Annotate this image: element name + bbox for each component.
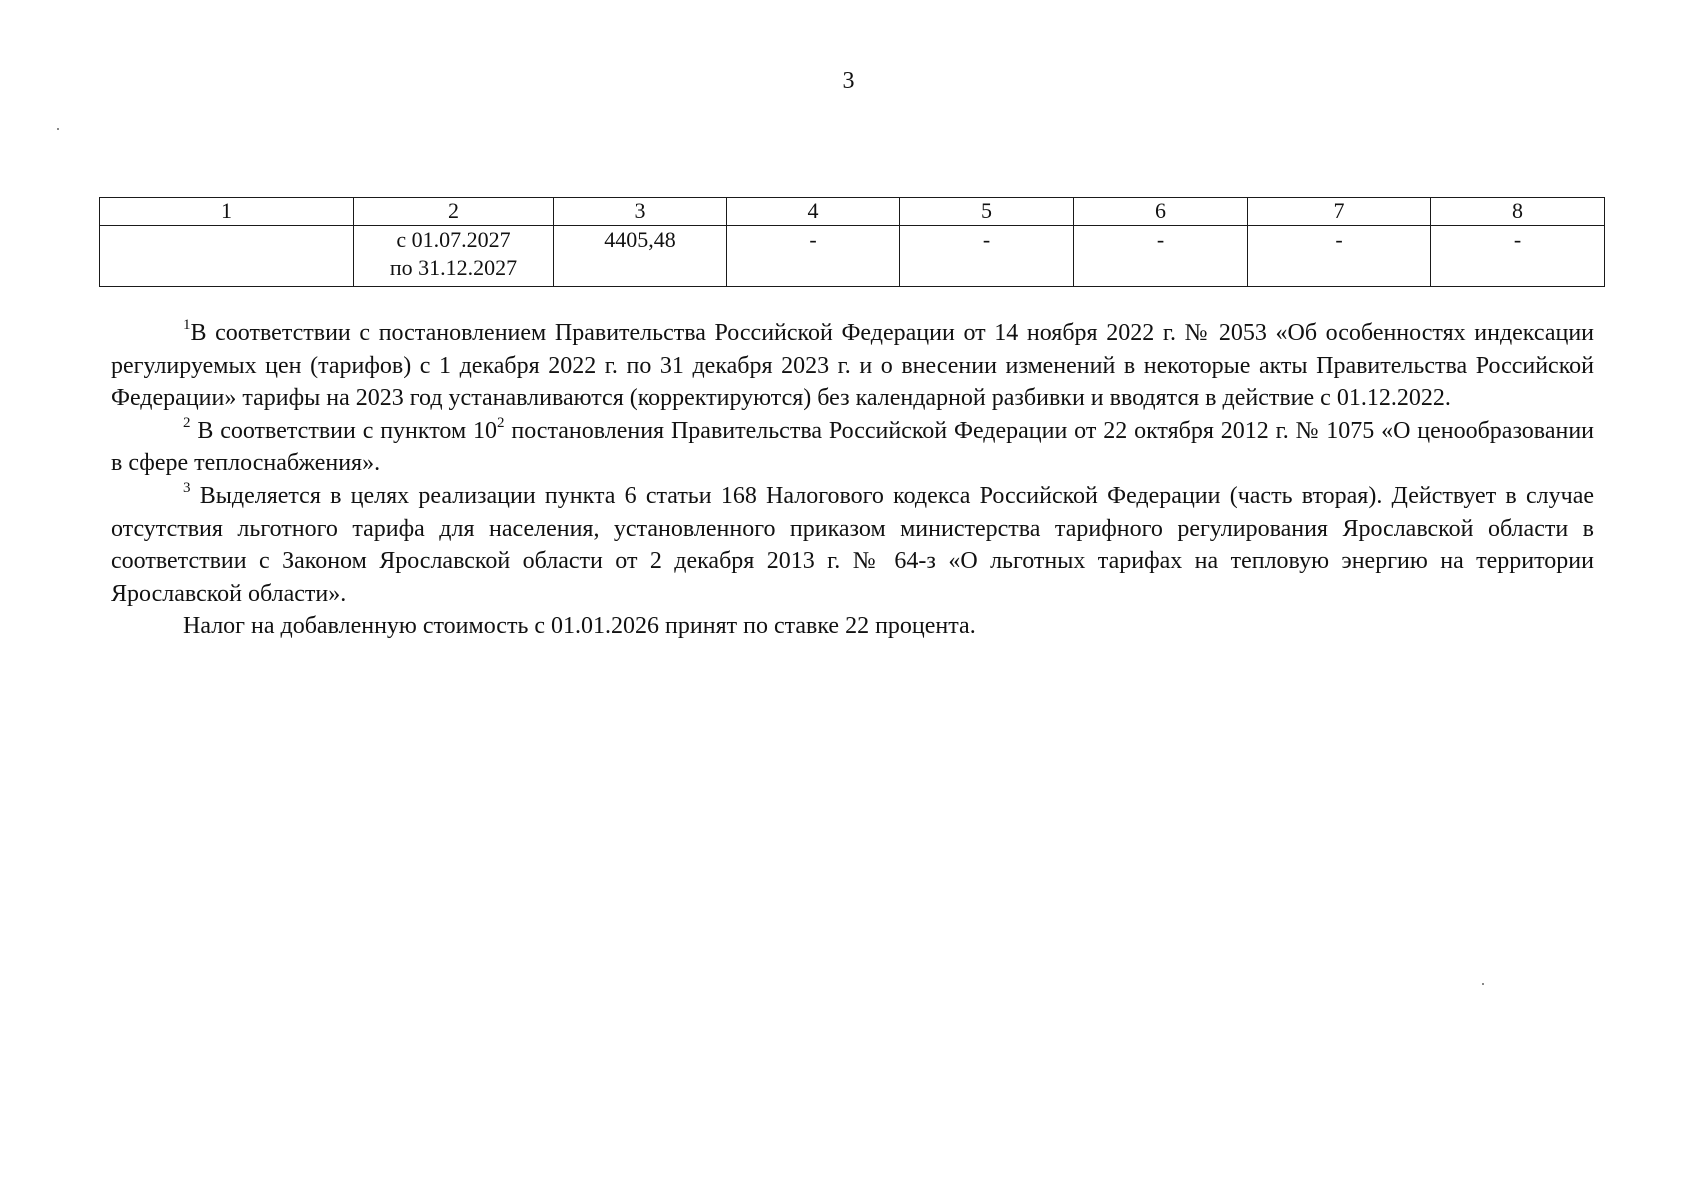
column-header: 8 — [1431, 198, 1605, 226]
period-to: по 31.12.2027 — [389, 255, 518, 280]
table-cell: - — [1431, 226, 1605, 287]
footnote-text: В соответствии с пунктом 10 — [197, 417, 497, 444]
footnotes — [111, 317, 1594, 643]
tariff-table — [99, 197, 1605, 287]
table-row — [100, 226, 1605, 287]
table-cell-value: 4405,48 — [554, 226, 727, 287]
column-header: 6 — [1074, 198, 1248, 226]
vat-note: Налог на добавленную стоимость с 01.01.2026 принят по ставке 22 процента. — [183, 613, 976, 640]
footnote-text: Выделяется в целях реализации пункта 6 статьи 168 Налогового кодекса Российской Федерации (часть вторая). Действует в случае отсутствия льготного тарифа для населения, установленного приказом министерства тарифного регулирования Ярославской области в соответствии с Законом Ярославской области от 2 декабря 2013 г. № 64-з «О льготных тарифах на тепловую энергию на территории Ярославской области». — [111, 482, 1594, 607]
footnote-text: В соответствии с постановлением Правительства Российской Федерации от 14 ноября 2022 г. № 2053 «Об особенностях индексации регулируемых цен (тарифов) с 1 декабря 2022 г. по 31 декабря 2023 г. и о внесении изменений в некоторые акты Правительства Российской Федерации» тарифы на 2023 год устанавливаются (корректируются) без календарной разбивки и вводятся в действие с 01.12.2022. — [111, 320, 1594, 412]
column-header: 1 — [100, 198, 354, 226]
column-header: 4 — [727, 198, 900, 226]
scan-speck — [1482, 983, 1484, 985]
superscript: 2 — [497, 414, 505, 431]
table-header-row — [100, 198, 1605, 226]
footnote-mark: 3 — [183, 479, 191, 496]
column-header: 3 — [554, 198, 727, 226]
scan-speck — [57, 128, 59, 130]
footnote-2 — [111, 415, 1594, 480]
column-header: 7 — [1248, 198, 1431, 226]
table-cell-period — [354, 226, 554, 287]
column-header: 5 — [900, 198, 1074, 226]
footnote-mark: 2 — [183, 414, 191, 431]
page-number: 3 — [842, 68, 855, 94]
column-header: 2 — [354, 198, 554, 226]
footnote-text: постановления Правительства Российской Федерации от 22 октября 2012 г. № 1075 «О ценообразовании в сфере теплоснабжения». — [111, 417, 1595, 477]
table-cell-empty — [100, 226, 354, 287]
table-cell: - — [1074, 226, 1248, 287]
table-cell: - — [900, 226, 1074, 287]
table-cell: - — [1248, 226, 1431, 287]
table-cell: - — [727, 226, 900, 287]
period-from: с 01.07.2027 — [396, 227, 511, 252]
footnote-3 — [111, 480, 1594, 610]
footnote-mark: 1 — [183, 317, 191, 333]
footnote-1 — [111, 317, 1594, 415]
